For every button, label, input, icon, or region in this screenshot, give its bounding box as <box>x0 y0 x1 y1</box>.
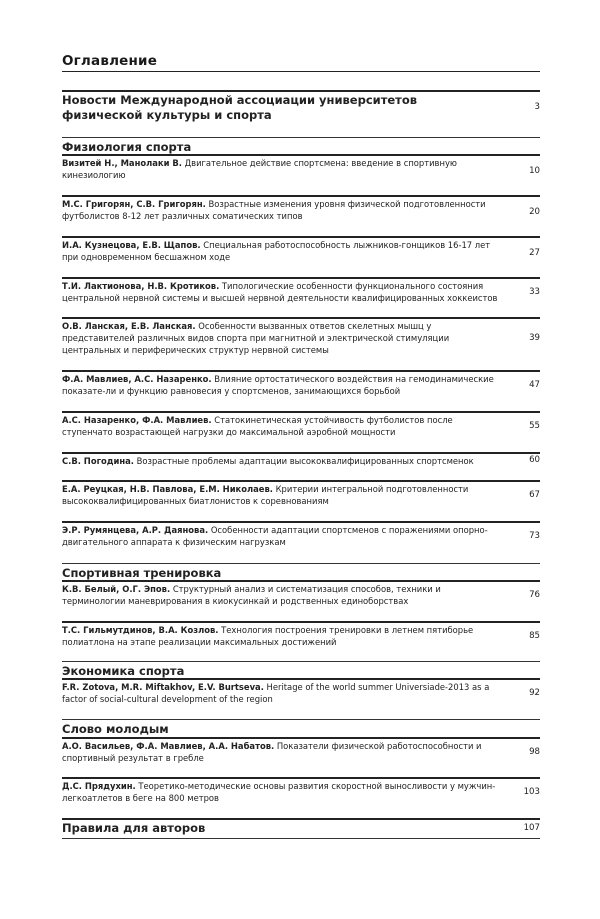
divider <box>62 678 540 680</box>
entry-title: Двигательное действие спортсмена: введение в спортивную кинезиологию <box>62 158 457 180</box>
toc-entry <box>62 583 502 607</box>
entry-page-number: 98 <box>529 747 540 757</box>
title-divider <box>62 71 540 72</box>
divider <box>62 737 540 739</box>
entry-title: Особенности вызванных ответов скелетных мышц у представителей различных видов спорта при магнитной и электрической стимуляции центральных и периферических структур нервной системы <box>62 321 450 355</box>
entry-page-number: 39 <box>529 333 540 343</box>
divider <box>62 236 540 238</box>
toc-entry <box>62 455 502 467</box>
entry-title: Типологические особенности функционального состояния центральной нервной системы и высшей нервной деятельности квалифицированных хоккеистов <box>62 281 498 303</box>
toc-entry <box>62 483 502 507</box>
entry-page-number: 76 <box>529 590 540 600</box>
divider <box>62 370 540 372</box>
divider <box>62 317 540 319</box>
toc-entry <box>62 681 502 705</box>
entry-page-number: 92 <box>529 688 540 698</box>
entry-title: Влияние ортостатического воздействия на гемодинамические показате-ли и функцию равновесия у спортсменов, занимающихся борьбой <box>62 374 494 396</box>
divider <box>62 818 540 820</box>
section-title-physiology: Физиология спорта <box>62 140 192 154</box>
entry-authors: Е.А. Реуцкая, Н.В. Павлова, Е.М. Николаев. <box>62 484 273 494</box>
news-heading-line2: физической культуры и спорта <box>62 108 272 122</box>
entry-title: Возрастные изменения уровня физической подготовленности футболистов 8-12 лет различных соматических типов <box>62 199 486 221</box>
divider <box>62 621 540 623</box>
divider <box>62 580 540 582</box>
entry-title: Heritage of the world summer Universiade-2013 as a factor of social-cultural development of the region <box>62 682 490 704</box>
entry-title: Технология построения тренировки в летнем пятиборье полиатлона на этапе реализации максимальных достижений <box>62 625 474 647</box>
divider <box>62 137 540 138</box>
entry-page-number: 67 <box>529 490 540 500</box>
entry-authors: М.С. Григорян, С.В. Григорян. <box>62 199 206 209</box>
entry-page-number: 10 <box>529 166 540 176</box>
toc-entry <box>62 780 502 804</box>
entry-title: Специальная работоспособность лыжников-гонщиков 16-17 лет при одновременном бесшажном ходе <box>62 240 491 262</box>
entry-page-number: 60 <box>529 455 540 465</box>
divider <box>62 90 540 92</box>
news-heading <box>62 93 482 123</box>
entry-title: Структурный анализ и систематизация способов, техники и терминологии маневрирования в киокусинкай и родственных единоборствах <box>62 584 441 606</box>
entry-page-number: 20 <box>529 207 540 217</box>
divider <box>62 195 540 197</box>
toc-entry <box>62 414 502 438</box>
entry-authors: Т.С. Гильмутдинов, В.А. Козлов. <box>62 625 219 635</box>
entry-title: Теоретико-методические основы развития скоростной выносливости у мужчин-легкоатлетов в беге на 800 метров <box>62 781 496 803</box>
divider <box>62 411 540 413</box>
toc-entry <box>62 373 502 397</box>
entry-title: Статокинетическая устойчивость футболистов после ступенчато возрастающей нагрузки до максимальной аэробной мощности <box>62 415 453 437</box>
divider <box>62 719 540 720</box>
section-title-training: Спортивная тренировка <box>62 566 222 580</box>
toc-entry <box>62 624 502 648</box>
entry-page-number: 103 <box>523 787 540 797</box>
divider <box>62 777 540 779</box>
toc-entry <box>62 280 502 304</box>
entry-title: Показатели физической работоспособности и спортивный результат в гребле <box>62 741 482 763</box>
toc-entry <box>62 198 502 222</box>
divider <box>62 563 540 564</box>
toc-entry <box>62 239 502 263</box>
entry-authors: И.А. Кузнецова, Е.В. Щапов. <box>62 240 201 250</box>
divider <box>62 661 540 662</box>
section-title-economics: Экономика спорта <box>62 664 185 678</box>
entry-page-number: 73 <box>529 531 540 541</box>
entry-authors: А.С. Назаренко, Ф.А. Мавлиев. <box>62 415 212 425</box>
section-title-young: Слово молодым <box>62 722 169 736</box>
entry-authors: О.В. Ланская, Е.В. Ланская. <box>62 321 196 331</box>
divider <box>62 277 540 279</box>
divider <box>62 154 540 156</box>
entry-authors: Э.Р. Румянцева, А.Р. Даянова. <box>62 525 209 535</box>
entry-authors: К.В. Белый, О.Г. Эпов. <box>62 584 171 594</box>
entry-authors: А.О. Васильев, Ф.А. Мавлиев, А.А. Набатов. <box>62 741 275 751</box>
divider <box>62 521 540 523</box>
toc-title: Оглавление <box>62 53 158 69</box>
entry-authors: С.В. Погодина. <box>62 456 134 466</box>
news-heading-line1: Новости Международной ассоциации университетов <box>62 93 418 107</box>
entry-title: Критерии интегральной подготовленности высококвалифицированных биатлонистов к соревнованиям <box>62 484 469 506</box>
news-page-number: 3 <box>534 102 540 112</box>
entry-authors: F.R. Zotova, M.R. Miftakhov, E.V. Burtseva. <box>62 682 264 692</box>
rules-for-authors-title: Правила для авторов <box>62 821 206 835</box>
toc-entry <box>62 320 502 356</box>
rules-for-authors-page-number: 107 <box>523 823 540 833</box>
entry-authors: Ф.А. Мавлиев, А.С. Назаренко. <box>62 374 212 384</box>
divider <box>62 452 540 454</box>
divider <box>62 480 540 482</box>
entry-page-number: 85 <box>529 631 540 641</box>
entry-authors: Визитей Н., Манолаки В. <box>62 158 182 168</box>
toc-entry <box>62 740 502 764</box>
entry-authors: Т.И. Лактионова, Н.В. Кротиков. <box>62 281 220 291</box>
divider <box>62 838 540 839</box>
entry-page-number: 55 <box>529 421 540 431</box>
toc-entry <box>62 524 502 548</box>
entry-title: Возрастные проблемы адаптации высококвалифицированных спортсменок <box>133 456 474 466</box>
entry-page-number: 47 <box>529 380 540 390</box>
toc-entry <box>62 157 502 181</box>
entry-page-number: 33 <box>529 287 540 297</box>
entry-page-number: 27 <box>529 248 540 258</box>
entry-authors: Д.С. Прядухин. <box>62 781 136 791</box>
entry-title: Особенности адаптации спортсменов с поражениями опорно-двигательного аппарата к физическим нагрузкам <box>62 525 488 547</box>
